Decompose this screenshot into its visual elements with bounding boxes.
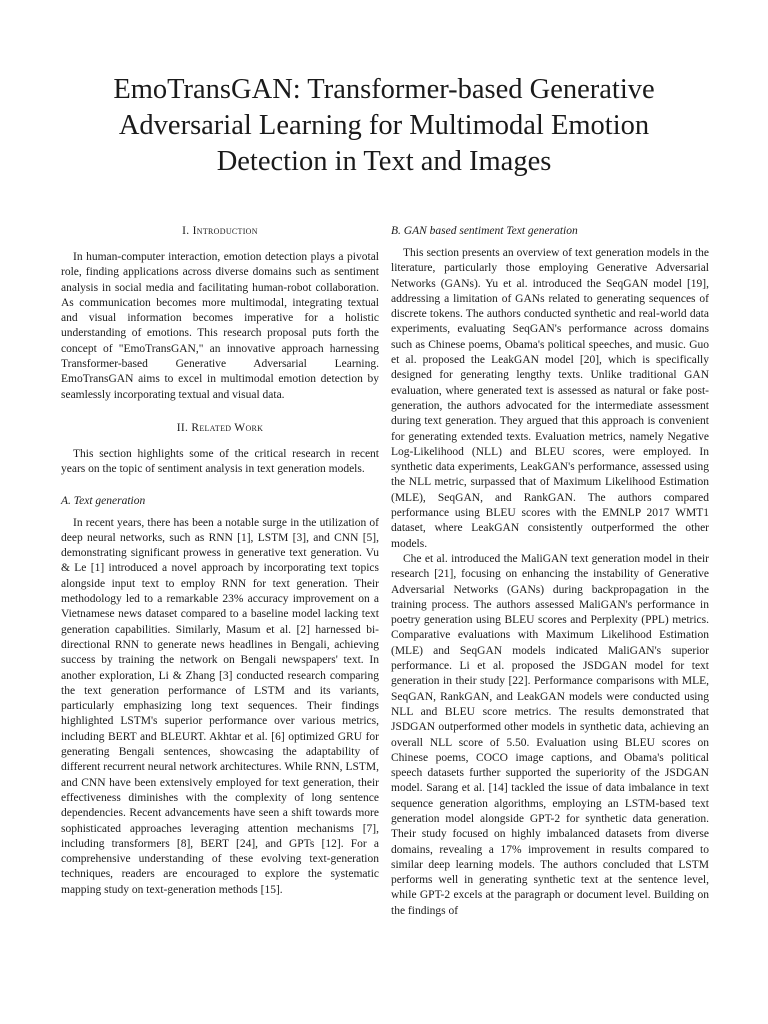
- section-heading-introduction: I. Introduction: [182, 225, 258, 237]
- title-line-2: Adversarial Learning for Multimodal Emotion: [118, 110, 650, 141]
- gan-paragraph-2: Che et al. introduced the MaliGAN text generation model in their research [21], focusing on enhancing the instability of Generative Adversarial Networks (GANs) during backpropagation in the training process. The authors assessed MaliGAN's performance in poetry generation using BLEU scores and Perplexity (PPL) metrics. Comparative evaluations with Maximum Likelihood Estimation (MLE) and SeqGAN models indicated MaliGAN's superior performance. Li et al. proposed the JSDGAN model for text generation in their study [22]. Performance comparisons with MLE, SeqGAN, RankGAN, and LeakGAN models were conducted using NLL and BLEU score metrics. The results demonstrated that JSDGAN outperformed other models in synthetic data, achieving an overall NLL score of 5.50. Evaluation using BLEU scores on Chinese poems, COCO image captions, and Obama's political speech datasets further supported the superiority of the JSDGAN model. Sarang et al. [14] tackled the issue of data imbalance in text sequence generation algorithms, employing an LSTM-based text generation model alongside GPT-2 for synthetic data generation. Their study focused on highly imbalanced datasets from diverse domains, revealing a 17% improvement in results compared to similar deep learning models. The authors concluded that LSTM performs well in generating synthetic text at the sentence level, while GPT-2 excels at the paragraph or document level. Building on the findings of: [391, 552, 709, 917]
- title-line-1: EmoTransGAN: Transformer-based Generative: [113, 74, 655, 105]
- subsection-heading-text-generation: A. Text generation: [61, 494, 146, 507]
- paper-title: [60, 72, 708, 180]
- text-generation-paragraph: In recent years, there has been a notable surge in the utilization of deep neural networks, such as RNN [1], LSTM [3], and CNN [5], demonstrating significant prowess in generative text generation. Vu & Le [1] introduced a novel approach by incorporating text topics alongside input text to employ RNN for text generation. Their methodology led to a remarkable 23% accuracy improvement on a Vietnamese news dataset compared to a baseline model lacking text generation capabilities. Similarly, Masum et al. [2] harnessed bi-directional RNN to generate news headlines in Bengali, achieving success by training the network on Bengali newspapers' text. In another exploration, Li & Zhang [3] conducted research comparing the text generation performance of LSTM and its variants, particularly emphasizing long text sequences. Their findings highlighted LSTM's superior performance over various metrics, including BERT and BLEURT. Akhtar et al. [6] optimized GRU for generating Bengali sentences, showcasing the adaptability of different recurrent neural network architectures. While RNN, LSTM, and CNN have been extensively employed for text generation, their effectiveness diminishes with the complexity of long sentence dependencies. Recent advancements have seen a shift towards more sophisticated approaches leveraging attention mechanisms [7], including transformers [8], BERT [24], and GPTs [12]. For a comprehensive understanding of these evolving text-generation techniques, readers are encouraged to explore the systematic mapping study on text-generation methods [15].: [61, 516, 379, 896]
- gan-paragraph-1: This section presents an overview of text generation models in the literature, particularly those employing Generative Adversarial Networks (GANs). Yu et al. introduced the SeqGAN model [19], addressing a limitation of GANs related to generating sequences of discrete tokens. The authors conducted synthetic and real-world data experiments, evaluating SeqGAN's performance across domains such as Chinese poems, Obama's political speeches, and music. Guo et al. proposed the LeakGAN model [20], which is specifically designed for generating lengthy texts. Unlike traditional GAN evaluation, where generated text is assessed as natural or fake post-generation, the authors advocated for the intermediate assessment during text generation. They argued that this approach is convenient for generating extended texts. Evaluation metrics, namely Negative Log-Likelihood (NLL) and BLEU scores, were employed. In synthetic data experiments, LeakGAN's performance, assessed using the NLL metric, surpassed that of Maximum Likelihood Estimation (MLE), SeqGAN, and RankGAN. The authors compared performance using BLEU scores with the EMNLP 2017 WMT1 dataset, where LeakGAN consistently outperformed the other models.: [391, 247, 709, 550]
- section-heading-related-work: II. Related Work: [176, 421, 264, 434]
- introduction-paragraph: In human-computer interaction, emotion detection plays a pivotal role, finding applications across diverse domains such as sentiment analysis in social media and facilitating human-robot collaboration. As communication becomes more multimodal, integrating textual and visual information becomes imperative for a holistic understanding of emotions. This research proposal puts forth the concept of "EmoTransGAN," an innovative approach harnessing Transformer-based Generative Adversarial Learning. EmoTransGAN aims to excel in multimodal emotion detection by seamlessly incorporating textual and visual data.: [61, 251, 379, 401]
- title-line-3: Detection in Text and Images: [216, 146, 552, 177]
- left-column: [61, 222, 379, 898]
- related-work-paragraph: This section highlights some of the critical research in recent years on the topic of sentiment analysis in text generation models.: [61, 447, 379, 476]
- right-column: [391, 222, 709, 919]
- subsection-heading-gan-text-generation: B. GAN based sentiment Text generation: [391, 225, 578, 237]
